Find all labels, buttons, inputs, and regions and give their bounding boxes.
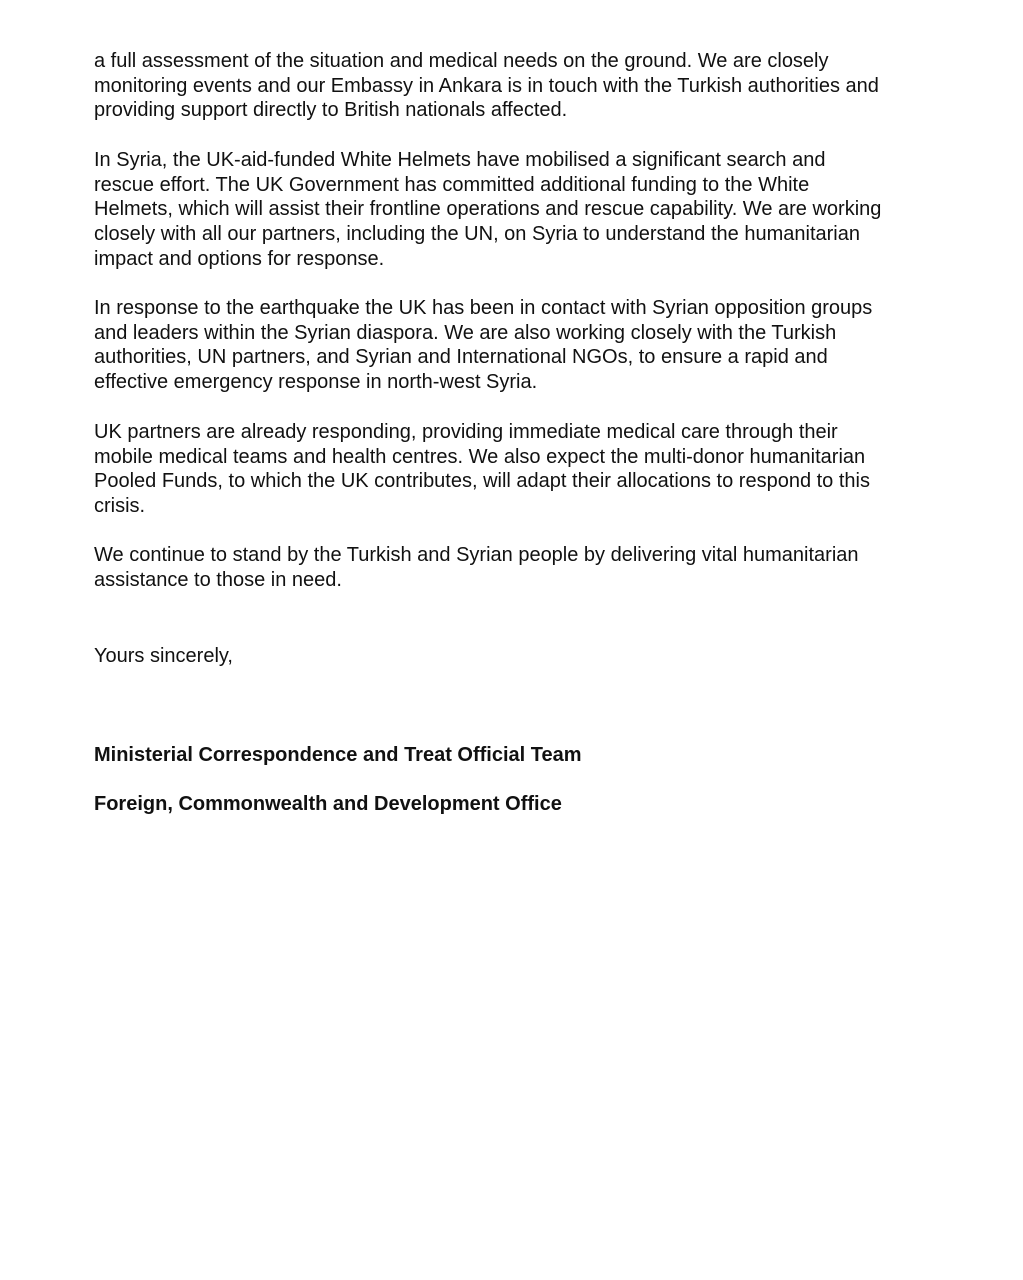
letter-paragraph-continued-support: We continue to stand by the Turkish and Syrian people by delivering vital humanitarian assistance to those in need.	[94, 544, 859, 591]
letter-closing: Yours sincerely,	[94, 645, 233, 667]
letter-paragraph-uk-partners: UK partners are already responding, providing immediate medical care through their mobile medical teams and health centres. We also expect the multi-donor humanitarian Pooled Funds, to which the UK contributes, will adapt their allocations to respond to this crisis.	[94, 421, 870, 518]
letter-paragraph-situation-assessment: a full assessment of the situation and medical needs on the ground. We are closely monitoring events and our Embassy in Ankara is in touch with the Turkish authorities and providing support directly to British nationals affected.	[94, 50, 879, 122]
signature-team-name: Ministerial Correspondence and Treat Official Team	[94, 743, 582, 766]
letter-paragraph-syria-white-helmets: In Syria, the UK-aid-funded White Helmets have mobilised a significant search and rescue effort. The UK Government has committed additional funding to the White Helmets, which will assist their frontline operations and rescue capability. We are working closely with all our partners, including the UN, on Syria to understand the humanitarian impact and options for response.	[94, 149, 882, 270]
letter-signature	[94, 718, 954, 842]
signature-department-name: Foreign, Commonwealth and Development Office	[94, 793, 562, 816]
letter-paragraph-earthquake-response: In response to the earthquake the UK has been in contact with Syrian opposition groups and leaders within the Syrian diaspora. We are also working closely with the Turkish authorities, UN partners, and Syrian and International NGOs, to ensure a rapid and effective emergency response in north-west Syria.	[94, 297, 873, 394]
